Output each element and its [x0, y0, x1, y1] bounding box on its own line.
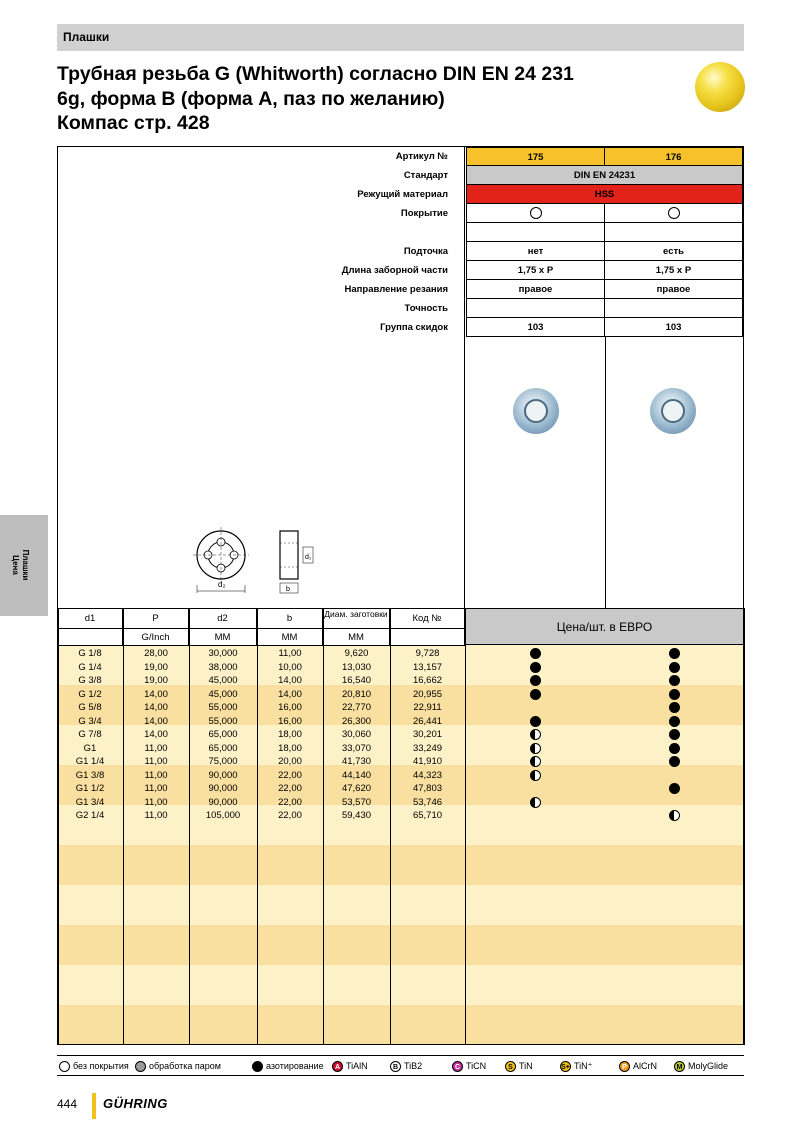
table-row [57, 688, 744, 701]
table-cell: G1 3/8 [75, 769, 105, 781]
legend-label: TiN [519, 1061, 533, 1071]
table-row [57, 809, 744, 822]
table-cell: 22,911 [413, 702, 442, 713]
legend-item [674, 1060, 728, 1073]
table-cell: 14,00 [278, 675, 302, 686]
table-cell: G 5/8 [78, 702, 102, 713]
spec-label: Направление резания [344, 284, 448, 295]
no-coating-icon [530, 207, 542, 219]
coating-icon: A [332, 1061, 343, 1072]
spec-cell: 176 [605, 147, 743, 166]
availability-icon [669, 675, 680, 686]
availability-icon [530, 675, 541, 686]
table-cell: 33,070 [341, 742, 372, 754]
coating-legend [57, 1055, 744, 1076]
table-cell: 20,810 [341, 688, 372, 700]
row-band [57, 925, 744, 965]
legend-label: TiB2 [404, 1061, 423, 1071]
column-header: d1 [57, 608, 123, 628]
availability-icon [530, 729, 541, 740]
coating-icon: C [452, 1061, 463, 1072]
table-cell: G1 3/4 [75, 796, 105, 808]
spec-label: Артикул № [395, 151, 448, 162]
table-cell: 30,201 [412, 729, 443, 740]
standard-cell: DIN EN 24231 [466, 166, 743, 185]
spec-cell: есть [605, 242, 743, 261]
column-header: Код № [390, 608, 465, 628]
table-cell: 28,00 [144, 648, 168, 659]
table-cell: 19,00 [144, 661, 168, 673]
legend-label: без покрытия [73, 1061, 129, 1071]
row-band [57, 885, 744, 925]
page-number: 444 [57, 1097, 78, 1111]
table-cell: 44,140 [341, 769, 372, 781]
die-photo-175 [513, 388, 559, 434]
table-cell: 11,00 [144, 756, 168, 767]
table-cell: 75,000 [208, 756, 238, 767]
d1-label: d₁ [305, 554, 312, 561]
coating-icon [135, 1061, 146, 1072]
side-tab-label: Плашки Цена [11, 549, 30, 581]
table-cell: 14,00 [144, 702, 168, 713]
column-header: b [257, 608, 323, 628]
table-cell: 90,000 [208, 769, 238, 781]
spec-cell: 1,75 x P [605, 261, 743, 280]
coating-icon: S+ [560, 1061, 571, 1072]
spec-label: Покрытие [400, 208, 448, 219]
table-cell: 9,620 [344, 648, 369, 659]
table-cell: G2 1/4 [75, 810, 105, 821]
section-header [57, 24, 744, 51]
table-row [57, 796, 744, 809]
legend-item [619, 1060, 657, 1073]
unit-header: MM [323, 628, 390, 645]
table-cell: 55,000 [208, 715, 238, 727]
unit-header: G/Inch [123, 628, 189, 645]
table-cell: 18,00 [278, 729, 302, 740]
spec-cell [605, 299, 743, 318]
coating-icon [59, 1061, 70, 1072]
table-cell: 11,00 [278, 648, 302, 659]
availability-icon [530, 797, 541, 808]
legend-item [252, 1060, 324, 1073]
legend-item [59, 1060, 129, 1073]
legend-label: MolyGlide [688, 1061, 729, 1071]
table-cell: 47,803 [412, 783, 443, 794]
legend-item [135, 1060, 221, 1073]
die-photo-176 [650, 388, 696, 434]
coating-cell [466, 204, 605, 223]
table-cell: 44,323 [412, 769, 443, 781]
availability-icon [669, 729, 680, 740]
table-cell: 55,000 [208, 702, 238, 713]
side-tab[interactable] [0, 515, 48, 616]
availability-icon [669, 648, 680, 659]
spec-cell: правое [466, 280, 605, 299]
table-bottom [57, 1044, 744, 1045]
die-diagram [188, 525, 323, 600]
table-cell: 13,030 [341, 661, 372, 673]
spec-label: Подточка [403, 246, 448, 257]
table-cell: 45,000 [208, 675, 238, 686]
table-cell: G1 [83, 742, 97, 754]
table-cell: 26,300 [341, 715, 372, 727]
coating-icon: B [390, 1061, 401, 1072]
legend-label: TiN⁺ [574, 1061, 593, 1071]
table-cell: 59,430 [341, 810, 372, 821]
table-cell: 33,249 [412, 742, 443, 754]
spec-cell: 175 [466, 147, 605, 166]
row-band [57, 845, 744, 885]
coating-cell [605, 204, 743, 223]
table-row [57, 782, 744, 795]
table-cell: 20,955 [412, 688, 443, 700]
d2-label: d₂ [218, 580, 226, 589]
table-cell: G 1/8 [78, 648, 102, 659]
spec-cell: 1,75 x P [466, 261, 605, 280]
table-cell: 90,000 [208, 796, 238, 808]
title-line: Компас стр. 428 [57, 112, 210, 134]
legend-label: AlCrN [633, 1061, 657, 1071]
table-cell: 65,000 [208, 729, 238, 740]
table-row [57, 755, 744, 768]
table-cell: G 1/4 [78, 661, 102, 673]
spec-cell: нет [466, 242, 605, 261]
table-cell: 11,00 [144, 742, 168, 754]
availability-icon [669, 716, 680, 727]
availability-icon [669, 662, 680, 673]
b-label: b [286, 586, 290, 593]
table-row [57, 661, 744, 674]
brand-logo: GÜHRING [103, 1096, 168, 1111]
unit-header [57, 628, 123, 645]
availability-icon [530, 689, 541, 700]
spec-label: Режущий материал [357, 189, 448, 200]
table-row [57, 647, 744, 660]
table-cell: 20,00 [278, 756, 302, 767]
coating-icon: M [674, 1061, 685, 1072]
spec-label: Группа скидок [380, 322, 448, 333]
table-cell: 16,662 [412, 675, 443, 686]
legend-item [560, 1060, 592, 1073]
availability-icon [530, 662, 541, 673]
table-cell: 30,060 [341, 729, 372, 740]
table-cell: 41,910 [412, 756, 443, 767]
table-cell: 65,000 [208, 742, 238, 754]
table-cell: G1 1/4 [75, 756, 105, 767]
material-cell: HSS [466, 185, 743, 204]
availability-icon [669, 756, 680, 767]
table-cell: 22,00 [278, 810, 302, 821]
header-bottom-line [57, 645, 465, 646]
table-cell: 22,00 [278, 769, 302, 781]
table-cell: 9,728 [415, 648, 440, 659]
coating-icon: P [619, 1061, 630, 1072]
spec-cell [466, 223, 605, 242]
column-header: Диам. заготовки [323, 608, 390, 628]
legend-label: обработка паром [149, 1061, 221, 1071]
table-cell: 18,00 [278, 742, 302, 754]
table-cell: 22,00 [278, 783, 302, 794]
unit-header: MM [189, 628, 257, 645]
unit-header [390, 628, 465, 645]
availability-icon [530, 743, 541, 754]
spec-label: Стандарт [403, 170, 448, 181]
row-band [57, 965, 744, 1005]
availability-icon [669, 810, 680, 821]
table-cell: 16,540 [341, 675, 372, 686]
table-cell: 11,00 [144, 769, 168, 781]
legend-item [452, 1060, 486, 1073]
no-coating-icon [668, 207, 680, 219]
legend-item [505, 1060, 533, 1073]
table-cell: 22,770 [341, 702, 372, 713]
price-header: Цена/шт. в ЕВРО [465, 608, 744, 645]
table-cell: 19,00 [144, 675, 168, 686]
table-cell: 16,00 [278, 715, 302, 727]
table-cell: 11,00 [144, 783, 168, 794]
availability-icon [669, 783, 680, 794]
table-cell: G 1/2 [78, 688, 102, 700]
column-divider [605, 337, 606, 608]
table-cell: 47,620 [341, 783, 372, 794]
spec-cell [466, 299, 605, 318]
table-cell: 65,710 [412, 810, 443, 821]
page-title [57, 62, 677, 136]
table-cell: 53,746 [412, 796, 443, 808]
row-band [57, 1005, 744, 1045]
table-cell: 14,00 [144, 729, 168, 740]
spec-label: Длина заборной части [341, 265, 448, 276]
coating-icon [252, 1061, 263, 1072]
spec-label: Точность [404, 303, 448, 314]
availability-icon [669, 743, 680, 754]
table-cell: 11,00 [144, 796, 168, 808]
table-cell: 14,00 [278, 688, 302, 700]
title-line: Трубная резьба G (Whitworth) согласно DIN EN 24 231 [57, 63, 574, 85]
table-cell: 53,570 [341, 796, 372, 808]
table-cell: 41,730 [341, 756, 372, 767]
section-title: Плашки [63, 30, 110, 44]
legend-label: TiAlN [346, 1061, 368, 1071]
legend-item [390, 1060, 422, 1073]
availability-icon [669, 689, 680, 700]
table-cell: G 7/8 [78, 729, 102, 740]
table-row [57, 715, 744, 728]
table-cell: 11,00 [144, 810, 168, 821]
table-cell: G 3/8 [78, 675, 102, 686]
table-cell: 16,00 [278, 702, 302, 713]
table-cell: 90,000 [208, 783, 238, 794]
table-cell: 14,00 [144, 688, 168, 700]
availability-icon [530, 716, 541, 727]
availability-icon [530, 648, 541, 659]
product-group-ball-icon [695, 62, 745, 112]
table-cell: 14,00 [144, 715, 168, 727]
legend-item [332, 1060, 368, 1073]
footer-accent-bar [92, 1093, 96, 1119]
table-cell: G 3/4 [78, 715, 102, 727]
coating-icon: S [505, 1061, 516, 1072]
legend-label: азотирование [266, 1061, 324, 1071]
table-cell: 13,157 [412, 661, 443, 673]
table-cell: 22,00 [278, 796, 302, 808]
table-row [57, 769, 744, 782]
unit-header: MM [257, 628, 323, 645]
spec-cell: 103 [605, 318, 743, 337]
table-row [57, 674, 744, 687]
column-header: P [123, 608, 189, 628]
spec-cell [605, 223, 743, 242]
table-cell: 38,000 [208, 661, 238, 673]
table-cell: 10,00 [278, 661, 302, 673]
spec-cell: 103 [466, 318, 605, 337]
table-row [57, 742, 744, 755]
table-row [57, 728, 744, 741]
table-cell: 45,000 [208, 688, 238, 700]
column-header: d2 [189, 608, 257, 628]
table-row [57, 701, 744, 714]
availability-icon [669, 702, 680, 713]
legend-label: TiCN [466, 1061, 487, 1071]
availability-icon [530, 756, 541, 767]
table-cell: 30,000 [208, 648, 238, 659]
table-cell: 26,441 [412, 715, 443, 727]
availability-icon [530, 770, 541, 781]
table-cell: G1 1/2 [75, 783, 105, 794]
title-line: 6g, форма B (форма A, паз по желанию) [57, 87, 445, 110]
spec-cell: правое [605, 280, 743, 299]
table-cell: 105,000 [205, 810, 241, 821]
